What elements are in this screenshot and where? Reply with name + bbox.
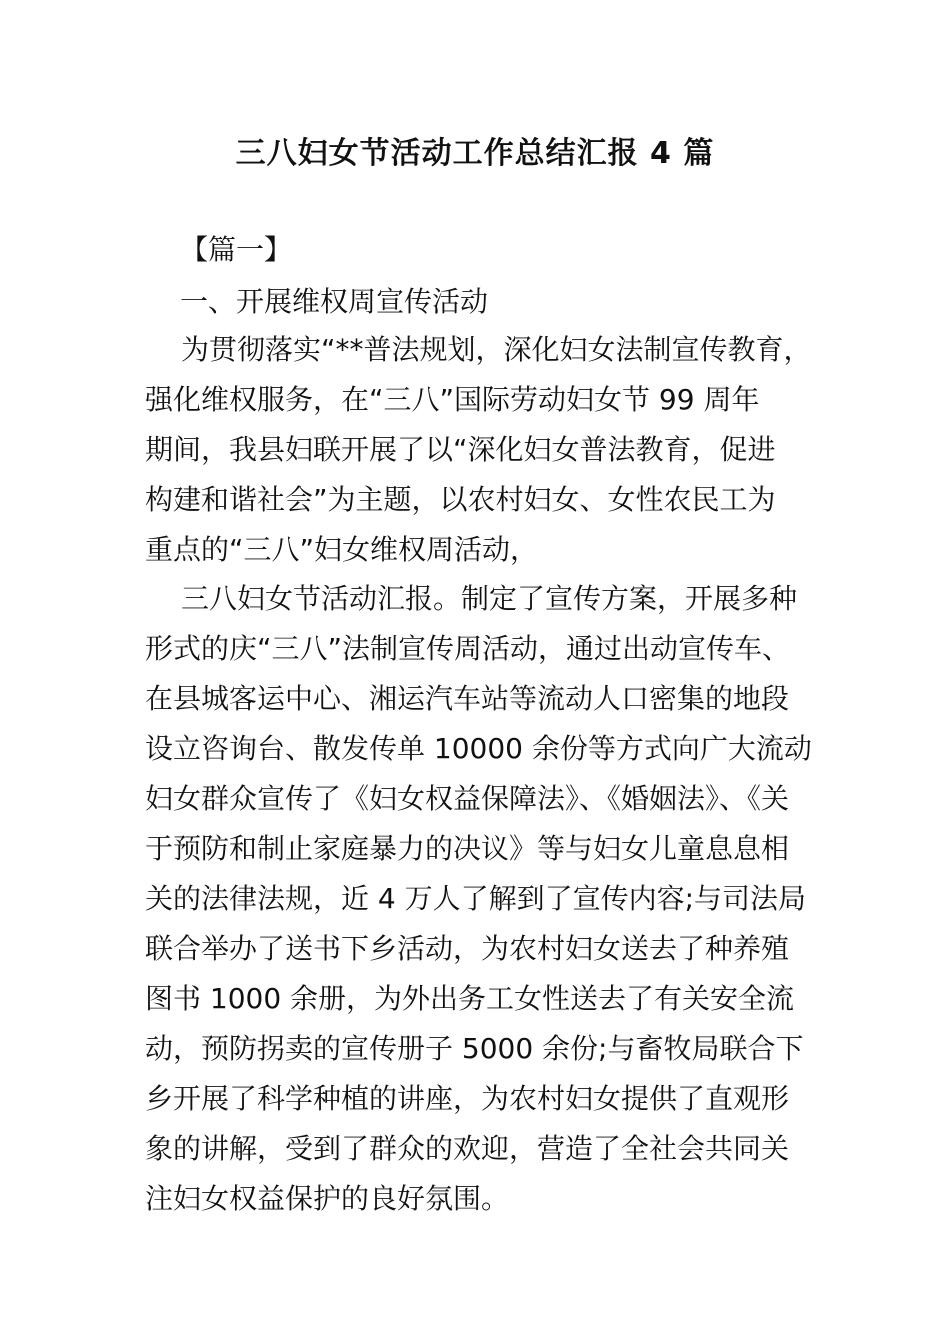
paragraph-line: 设立咨询台、散发传单 10000 余份等方式向广大流动 [145,732,812,765]
paragraph-2 [145,574,825,1224]
paragraph-line: 形式的庆“三八”法制宣传周活动，通过出动宣传车、 [145,632,791,665]
paragraph-line: 期间，我县妇联开展了以“深化妇女普法教育，促进 [145,433,776,466]
paragraph-line: 注妇女权益保护的良好氛围。 [145,1182,510,1215]
paragraph-line: 动，预防拐卖的宣传册子 5000 余份;与畜牧局联合下 [145,1032,804,1065]
paragraph-line: 象的讲解，受到了群众的欢迎，营造了全社会共同关 [145,1132,790,1165]
paragraph-line: 关的法律法规，近 4 万人了解到了宣传内容;与司法局 [145,882,807,915]
paragraph-line: 为贯彻落实“**普法规划，深化妇女法制宣传教育， [181,333,812,366]
paragraph-line: 三八妇女节活动汇报。制定了宣传方案，开展多种 [181,582,798,615]
paragraph-line: 在县城客运中心、湘运汽车站等流动人口密集的地段 [145,682,790,715]
section-heading: 一、开展维权周宣传活动 [180,285,489,318]
paragraph-line: 强化维权服务，在“三八”国际劳动妇女节 99 周年 [145,383,760,416]
paragraph-line: 于预防和制止家庭暴力的决议》等与妇女儿童息息相 [145,832,790,865]
document-title: 三八妇女节活动工作总结汇报 4 篇 [235,136,715,171]
paragraph-line: 妇女群众宣传了《妇女权益保障法》、《婚姻法》、《关 [145,782,790,815]
paragraph-line: 乡开展了科学种植的讲座，为农村妇女提供了直观形 [145,1082,790,1115]
paragraph-line: 图书 1000 余册，为外出务工女性送去了有关安全流 [145,982,795,1015]
section-label: 【篇一】 [180,233,293,266]
paragraph-line: 重点的“三八”妇女维权周活动， [145,533,539,566]
paragraph-1 [145,325,825,575]
paragraph-line: 构建和谐社会”为主题，以农村妇女、女性农民工为 [145,483,776,516]
paragraph-line: 联合举办了送书下乡活动，为农村妇女送去了种养殖 [145,932,790,965]
